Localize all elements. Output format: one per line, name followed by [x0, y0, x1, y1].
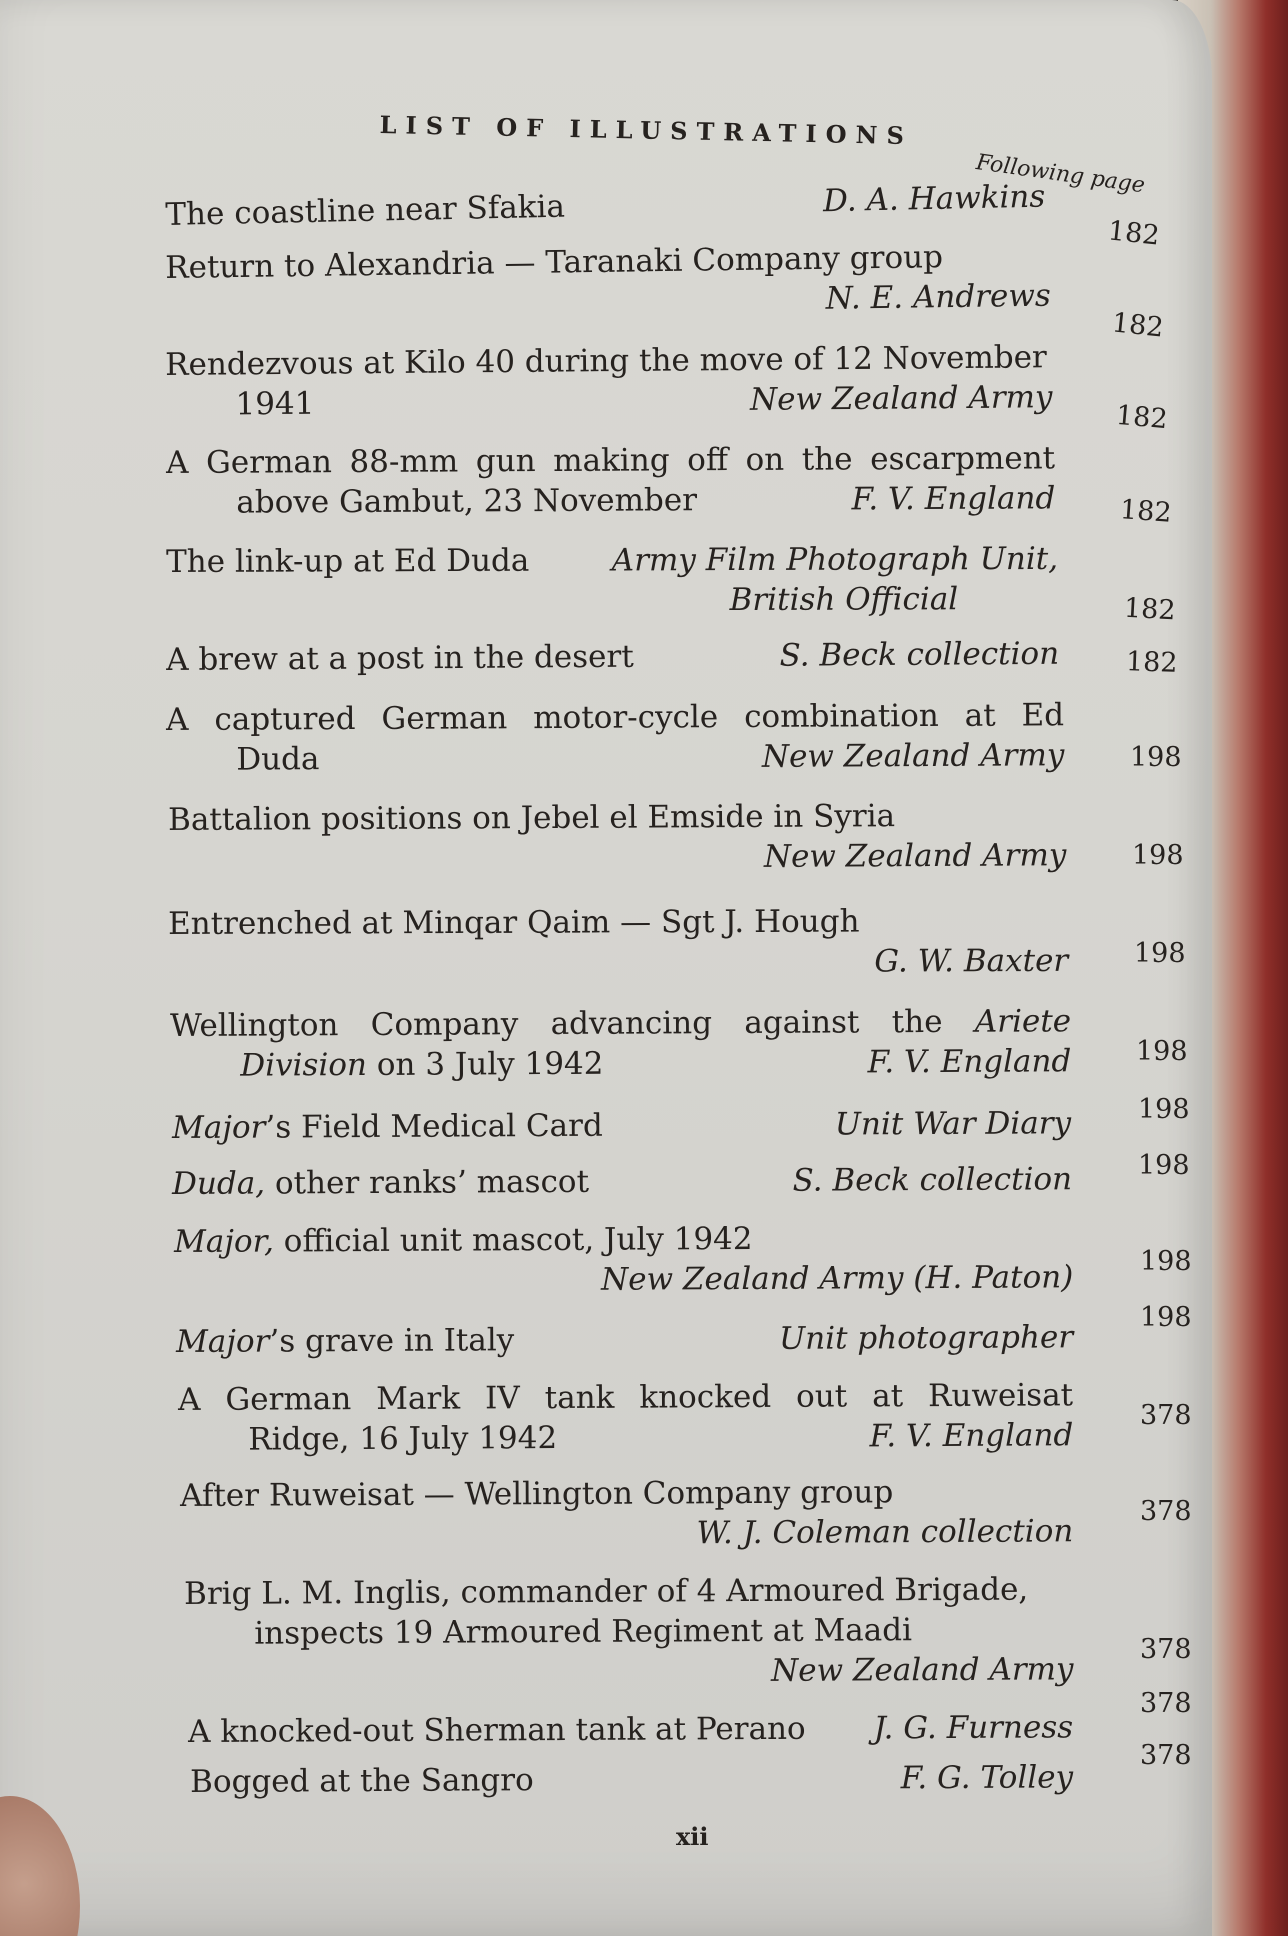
caption-text: ’s Field Medical Card	[265, 1107, 603, 1146]
entry-page-number: 182	[1110, 307, 1166, 344]
illustration-entry	[165, 337, 1053, 425]
entry-credit: N. E. Andrews	[825, 277, 1052, 317]
entry-credit: New Zealand Army	[771, 1651, 1074, 1689]
entry-credit: New Zealand Army	[749, 379, 1053, 418]
entry-credit: Unit War Diary	[834, 1105, 1072, 1143]
caption-italic-text: Major	[176, 1323, 270, 1360]
illustration-entry	[190, 1757, 1073, 1802]
entry-credit: W. J. Coleman collection	[696, 1513, 1074, 1552]
entry-caption: inspects 19 Armoured Regiment at Maadi	[254, 1612, 913, 1652]
entry-caption: A German 88-mm gun making off on the escarpment	[166, 440, 1056, 481]
entry-credit: J. G. Furness	[873, 1709, 1074, 1747]
entry-credit: D. A. Hawkins	[822, 178, 1046, 220]
caption-italic-text: Duda,	[172, 1165, 266, 1202]
entry-page-number: 182	[1106, 215, 1162, 252]
illustration-entry	[166, 634, 1059, 680]
entry-page-number: 378	[1140, 1740, 1192, 1771]
caption-text: official unit mascot, July 1942	[273, 1220, 753, 1260]
entry-caption	[176, 1320, 514, 1362]
entry-caption: After Ruweisat — Wellington Company group	[180, 1474, 894, 1514]
illustration-entry	[168, 795, 1066, 880]
entry-caption: Brig L. M. Inglis, commander of 4 Armoured Brigade,	[184, 1571, 1029, 1612]
entry-caption: Duda	[236, 741, 320, 778]
entry-caption: Ridge, 16 July 1942	[248, 1420, 558, 1458]
entry-page-number: 378	[1140, 1688, 1192, 1719]
entry-caption: A knocked-out Sherman tank at Perano	[188, 1710, 806, 1750]
illustration-entry	[166, 438, 1055, 523]
entry-caption: above Gambut, 23 November	[236, 482, 698, 521]
illustration-entry	[172, 1103, 1071, 1148]
entry-page-number: 198	[1140, 1302, 1192, 1333]
entry-page-number: 378	[1140, 1400, 1192, 1431]
entry-page-number: 182	[1114, 399, 1169, 436]
entry-credit: New Zealand Army	[763, 837, 1067, 875]
caption-text: ’s grave in Italy	[269, 1322, 515, 1360]
entry-page-number: 378	[1140, 1496, 1192, 1527]
caption-italic-text: Major	[172, 1109, 266, 1146]
caption-italic-text: Ariete	[974, 1003, 1072, 1040]
illustration-entry	[166, 539, 1058, 622]
entry-caption	[240, 1044, 603, 1086]
entry-credit: S. Beck collection	[779, 635, 1060, 674]
caption-text: other ranks’ mascot	[265, 1163, 590, 1202]
page-folio: xii	[676, 1822, 709, 1851]
entry-caption: Rendezvous at Kilo 40 during the move of 12 November	[165, 339, 1047, 383]
illustration-entry	[184, 1569, 1074, 1694]
illustration-entry	[178, 1375, 1073, 1460]
entry-caption: A brew at a post in the desert	[166, 638, 634, 678]
entry-caption: Return to Alexandria — Taranaki Company group	[165, 239, 944, 286]
entry-caption	[172, 1106, 603, 1148]
entry-caption: Battalion positions on Jebel el Emside in Syria	[168, 798, 896, 838]
illustration-entry	[166, 695, 1064, 780]
entry-caption	[170, 1001, 1071, 1046]
entry-credit: F. V. England	[867, 1043, 1072, 1081]
illustration-entry	[188, 1707, 1073, 1752]
entry-page-number: 198	[1140, 1246, 1192, 1277]
illustration-entry	[180, 1471, 1073, 1556]
entry-credit: Unit photographer	[778, 1319, 1074, 1357]
entry-page-number: 198	[1138, 1150, 1190, 1181]
entry-caption: The coastline near Sfakia	[165, 188, 566, 233]
entry-page-number: 198	[1134, 938, 1186, 969]
illustration-entry	[168, 901, 1068, 984]
illustration-entry	[172, 1159, 1072, 1204]
entry-caption: A captured German motor-cycle combination at Ed	[166, 697, 1065, 738]
entry-page-number: 198	[1130, 742, 1182, 773]
entry-credit: New Zealand Army	[761, 737, 1065, 775]
entry-credit: F. G. Tolley	[900, 1759, 1074, 1797]
entry-credit: New Zealand Army (H. Paton)	[600, 1259, 1074, 1298]
illustration-entry	[165, 177, 1046, 235]
entry-page-number: 198	[1132, 840, 1184, 871]
caption-text: Wellington Company advancing against the	[170, 1003, 975, 1044]
illustration-entry	[170, 1001, 1071, 1086]
caption-text: on 3 July 1942	[366, 1045, 604, 1083]
caption-italic-text: Division	[240, 1046, 368, 1084]
entry-caption: A German Mark IV tank knocked out at Ruweisat	[178, 1377, 1074, 1418]
entry-page-number: 378	[1140, 1634, 1192, 1665]
illustration-entry	[165, 236, 1051, 328]
entry-credit: F. V. England	[869, 1417, 1074, 1455]
entry-credit: Army Film Photograph Unit,	[611, 540, 1059, 579]
page-heading: LIST OF ILLUSTRATIONS	[379, 110, 914, 151]
entry-caption: Bogged at the Sangro	[190, 1762, 534, 1800]
entry-caption: 1941	[235, 385, 315, 423]
entry-page-number: 198	[1138, 1094, 1190, 1125]
entry-credit: S. Beck collection	[792, 1161, 1073, 1199]
entry-caption: The link-up at Ed Duda	[166, 542, 530, 580]
illustration-entry	[176, 1317, 1073, 1362]
entry-caption: Entrenched at Minqar Qaim — Sgt J. Hough	[168, 903, 860, 942]
entry-caption	[174, 1219, 753, 1262]
entry-credit-line-2: British Official	[729, 581, 959, 619]
column-label: Following page	[974, 150, 1147, 199]
entry-credit: F. V. England	[851, 480, 1056, 518]
entry-page-number: 198	[1136, 1036, 1188, 1067]
entry-credit: G. W. Baxter	[874, 942, 1069, 980]
entry-page-number: 182	[1123, 592, 1177, 627]
entry-caption	[172, 1162, 589, 1204]
entry-page-number: 182	[1118, 494, 1173, 529]
entry-page-number: 182	[1125, 646, 1179, 679]
illustration-entry	[174, 1217, 1073, 1302]
caption-italic-text: Major,	[174, 1223, 274, 1260]
